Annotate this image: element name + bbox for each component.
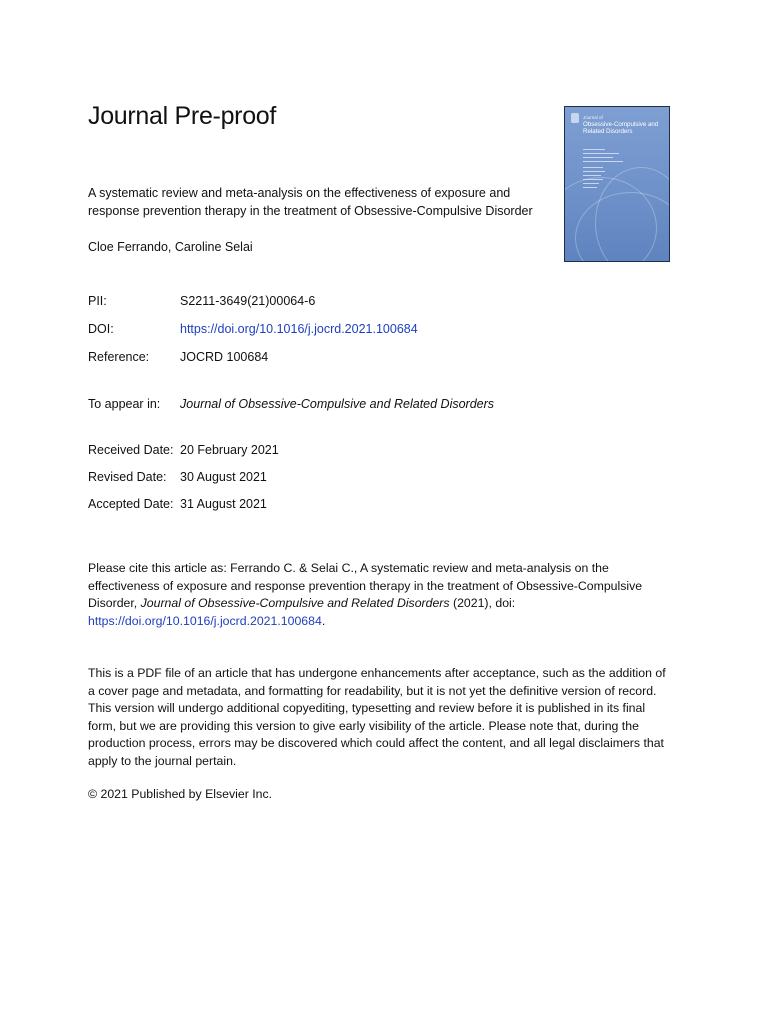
cover-text-line	[583, 183, 599, 184]
citation-journal: Journal of Obsessive-Compulsive and Related Disorders	[140, 596, 450, 610]
cover-journal-of: Journal of	[583, 115, 603, 120]
accepted-label: Accepted Date:	[88, 497, 174, 511]
article-authors: Cloe Ferrando, Caroline Selai	[88, 240, 253, 254]
doi-link[interactable]: https://doi.org/10.1016/j.jocrd.2021.100684	[180, 322, 418, 336]
preproof-note: This is a PDF file of an article that has undergone enhancements after acceptance, such as the addition of a cover page and metadata, and formatting for readability, but it is not yet the definitive version of record. This version will undergo additional copyediting, typesetting and review before it is published in its final form, but we are providing this version to give early visibility of the article. Please note that, during the production process, errors may be discovered which could affect the content, and all legal disclaimers that apply to the journal pertain.	[88, 666, 666, 768]
cover-text-line	[583, 153, 619, 154]
cover-text-line	[583, 175, 601, 176]
revised-label: Revised Date:	[88, 470, 167, 484]
citation-doi-link[interactable]: https://doi.org/10.1016/j.jocrd.2021.100684	[88, 613, 322, 628]
doi-label: DOI:	[88, 322, 114, 336]
citation-prefix: Please cite this article as: Ferrando C. & Selai C., A systematic review and meta-analysis on the effectiveness of exposure and response prevention therapy in the treatment of Obsessive-Compulsive Disorder,	[88, 561, 643, 610]
cover-journal-name: Obsessive-Compulsive and Related Disorders	[583, 121, 659, 135]
copyright-notice: © 2021 Published by Elsevier Inc.	[88, 787, 273, 801]
citation-paragraph	[88, 560, 668, 630]
publisher-logo-icon	[571, 113, 579, 123]
reference-label: Reference:	[88, 350, 150, 364]
article-title: A systematic review and meta-analysis on the effectiveness of exposure and response prevention therapy in the treatment of Obsessive-Compulsive Disorder	[88, 186, 533, 218]
citation-middle: (2021), doi:	[449, 596, 516, 610]
received-label: Received Date:	[88, 443, 174, 457]
cover-text-line	[583, 171, 605, 172]
citation-suffix: .	[321, 613, 326, 628]
journal-cover-image	[564, 106, 670, 262]
cover-text-line	[583, 161, 623, 162]
pii-label: PII:	[88, 294, 107, 308]
appear-value: Journal of Obsessive-Compulsive and Related Disorders	[180, 397, 495, 411]
pii-value: S2211-3649(21)00064-6	[180, 294, 316, 308]
reference-value: JOCRD 100684	[180, 350, 269, 364]
accepted-value: 31 August 2021	[180, 497, 267, 511]
cover-text-line	[583, 157, 613, 158]
cover-text-line	[583, 179, 603, 180]
cover-text-line	[583, 167, 603, 168]
received-value: 20 February 2021	[180, 443, 279, 457]
cover-text-line	[583, 187, 597, 188]
appear-label: To appear in:	[88, 397, 161, 411]
revised-value: 30 August 2021	[180, 470, 267, 484]
cover-text-line	[583, 149, 605, 150]
page-title: Journal Pre-proof	[88, 102, 277, 130]
